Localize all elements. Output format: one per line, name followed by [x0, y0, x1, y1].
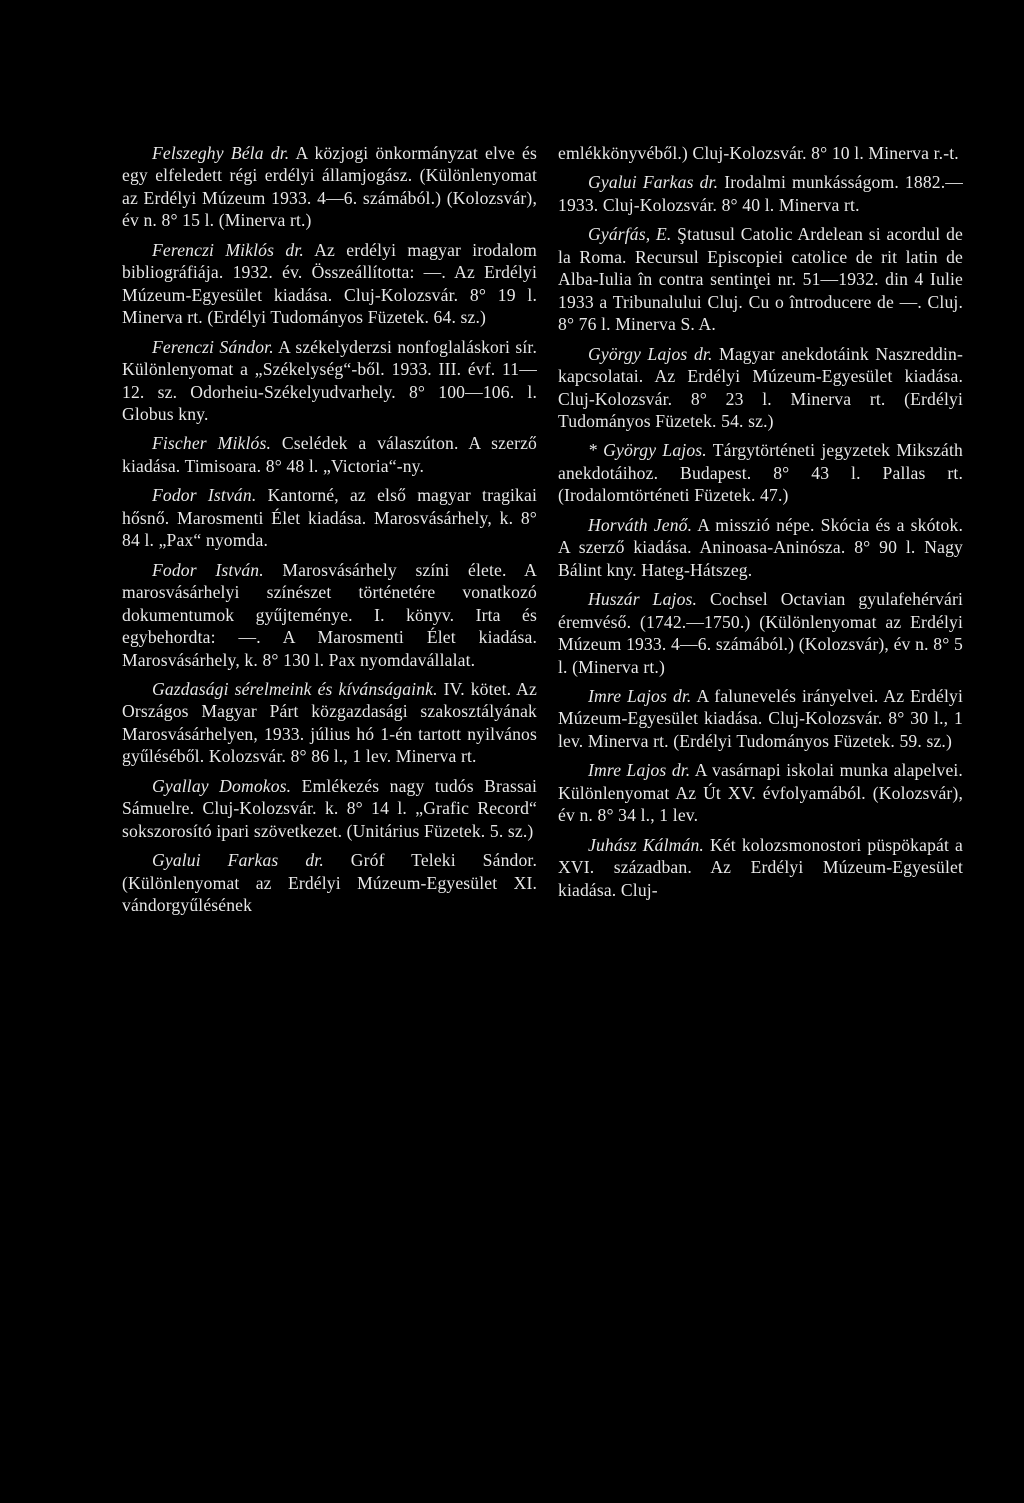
entry-author: Fischer Miklós. — [152, 433, 271, 454]
entry-text: A székelyderzsi nonfoglaláskori sír. Különlenyomat a „Székelység“-ből. 1933. III. évf. 11—12. sz. Odorheiu-Székelyudvarhely. 8° 100—106. l. Globus kny. — [122, 336, 537, 424]
bibliography-entry — [122, 239, 537, 329]
entry-author: Gyárfás, E. — [588, 224, 672, 245]
bibliography-entry — [558, 759, 963, 826]
entry-author: Gyalui Farkas dr. — [152, 850, 324, 871]
bibliography-entry — [122, 775, 537, 842]
entry-text: Irodalmi munkásságom. 1882.—1933. Cluj-Kolozsvár. 8° 40 l. Minerva rt. — [558, 172, 963, 215]
entry-text: Tárgytörténeti jegyzetek Mikszáth anekdotáihoz. Budapest. 8° 43 l. Pallas rt. (Irodalomtörténeti Füzetek. 47.) — [558, 440, 963, 506]
entry-text: IV. kötet. Az Országos Magyar Párt közgazdasági szakosztályának Marosvásárhelyen, 1933. július hó 1-én tartott nyilvános gyűléséből. Kolozsvár. 8° 86 l., 1 lev. Minerva rt. — [122, 678, 537, 767]
bibliography-entry — [122, 484, 537, 551]
entry-author: Imre Lajos dr. — [588, 760, 691, 781]
entry-text: Ştatusul Catolic Ardelean si acordul de la Roma. Recursul Episcopiei catolice de rit latin de Alba-Iulia în contra sentinţei nr. 51—1932. din 4 Iulie 1933 a Tribunalului Cluj. Cu o întroducere de —. Cluj. 8° 76 l. Minerva S. A. — [558, 224, 963, 335]
left-column — [122, 142, 537, 924]
entry-author: * György Lajos. — [588, 440, 707, 461]
bibliography-entry — [122, 142, 537, 232]
bibliography-entry — [122, 678, 537, 768]
entry-author: Juhász Kálmán. — [588, 834, 704, 855]
bibliography-entry — [558, 142, 963, 164]
bibliography-entry — [558, 223, 963, 335]
bibliography-entry — [558, 514, 963, 581]
entry-author: Gyallay Domokos. — [152, 775, 292, 796]
bibliography-entry — [558, 685, 963, 752]
right-column — [558, 142, 963, 908]
bibliography-entry — [122, 559, 537, 671]
bibliography-entry — [122, 336, 537, 426]
entry-author: Gyalui Farkas dr. — [588, 172, 719, 193]
bibliography-entry — [558, 439, 963, 506]
entry-author: Huszár Lajos. — [588, 589, 698, 610]
entry-text: Emlékezés nagy tudós Brassai Sámuelre. Cluj-Kolozsvár. k. 8° 14 l. „Grafic Record“ sokszorosító ipari szövetkezet. (Unitárius Füzetek. 5. sz.) — [122, 775, 537, 841]
bibliography-entry — [122, 432, 537, 477]
bibliography-entry — [558, 171, 963, 216]
entry-text: Cselédek a válaszúton. A szerző kiadása. Timisoara. 8° 48 l. „Victoria“-ny. — [122, 433, 537, 476]
entry-text: A vasárnapi iskolai munka alapelvei. Különlenyomat Az Út XV. évfolyamából. (Kolozsvár), év n. 8° 34 l., 1 lev. — [558, 760, 963, 826]
entry-author: Fodor István. — [152, 559, 264, 580]
bibliography-entry — [558, 834, 963, 901]
entry-author: Ferenczi Miklós dr. — [152, 239, 304, 260]
entry-author: Felszeghy Béla dr. — [152, 143, 290, 163]
bibliography-entry — [558, 588, 963, 678]
entry-text: Kantorné, az első magyar tragikai hősnő. Marosmenti Élet kiadása. Marosvásárhely, k. 8° 84 l. „Pax“ nyomda. — [122, 485, 537, 551]
entry-text: Cochsel Octavian gyulafehérvári éremvéső. (1742.—1750.) (Különlenyomat az Erdélyi Múzeum 1933. 4—6. számából.) (Kolozsvár), év n. 8° 5 l. (Minerva rt.) — [558, 589, 963, 677]
entry-author: Fodor István. — [152, 485, 257, 506]
entry-text: Gróf Teleki Sándor. (Különlenyomat az Erdélyi Múzeum-Egyesület XI. vándorgyűlésének — [122, 850, 538, 916]
entry-text: Magyar anekdotáink Naszreddin-kapcsolatai. Az Erdélyi Múzeum-Egyesület kiadása. Cluj-Kolozsvár. 8° 23 l. Minerva rt. (Erdélyi Tudományos Füzetek. 54. sz.) — [558, 343, 963, 431]
entry-author: Horváth Jenő. — [588, 514, 693, 535]
entry-text: A közjogi önkormányzat elve és egy elfeledett régi erdélyi államjogász. (Különlenyomat az Erdélyi Múzeum 1933. 4—6. számából.) (Kolozsvár), év n. 8° 15 l. (Minerva rt.) — [122, 143, 537, 231]
entry-text: A falunevelés irányelvei. Az Erdélyi Múzeum-Egyesület kiadása. Cluj-Kolozsvár. 8° 30 l., 1 lev. Minerva rt. (Erdélyi Tudományos Füzetek. 59. sz.) — [558, 685, 963, 751]
entry-author: Gazdasági sérelmeink és kívánságaink. — [152, 678, 438, 699]
bibliography-entry — [122, 849, 537, 916]
entry-text: emlékkönyvéből.) Cluj-Kolozsvár. 8° 10 l. Minerva r.-t. — [558, 143, 959, 163]
entry-text: Az erdélyi magyar irodalom bibliográfiája. 1932. év. Összeállította: —. Az Erdélyi Múzeum-Egyesület kiadása. Cluj-Kolozsvár. 8° 19 l. Minerva rt. (Erdélyi Tudományos Füzetek. 64. sz.) — [122, 239, 538, 328]
entry-author: Ferenczi Sándor. — [152, 336, 274, 357]
entry-author: Imre Lajos dr. — [588, 685, 692, 706]
entry-text: Két kolozsmonostori püspökapát a XVI. században. Az Erdélyi Múzeum-Egyesület kiadása. Cluj- — [558, 834, 963, 900]
entry-text: Marosvásárhely színi élete. A marosvásárhelyi színészet történetére vonatkozó dokumentumok gyűjteménye. I. könyv. Irta és egybehordta: —. A Marosmenti Élet kiadása. Marosvásárhely, k. 8° 130 l. Pax nyomdavállalat. — [122, 559, 537, 670]
entry-text: A misszió népe. Skócia és a skótok. A szerző kiadása. Aninoasa-Aninósza. 8° 90 l. Nagy Bálint kny. Hateg-Hátszeg. — [558, 514, 963, 580]
bibliography-entry — [558, 343, 963, 433]
entry-author: György Lajos dr. — [588, 343, 713, 364]
